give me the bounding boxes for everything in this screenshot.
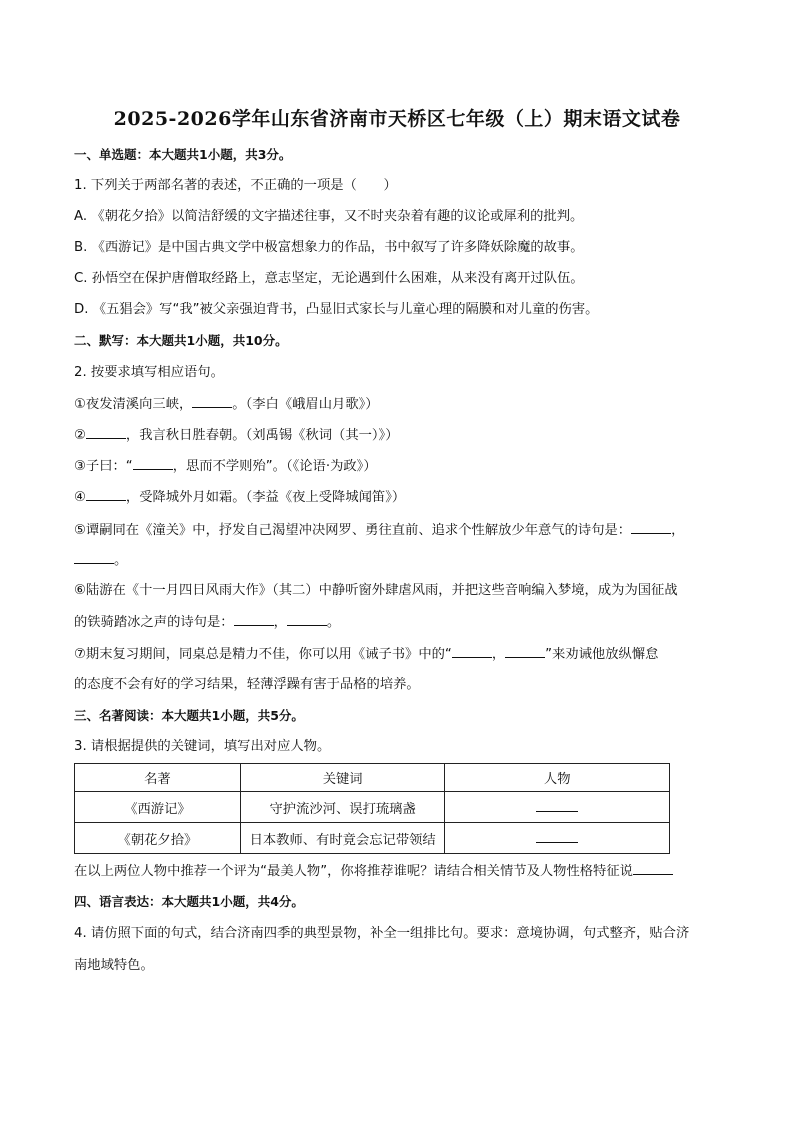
column-header-book: 名著 [75,764,241,792]
option-b: B. 《西游记》是中国古典文学中极富想象力的作品，书中叙写了许多降妖除魔的故事。 [74,240,584,255]
dictation-item-1: ①夜发清溪向三峡， 。（李白《峨眉山月歌》） [74,397,379,412]
question-4-stem: 4. 请仿照下面的句式，结合济南四季的典型景物，补全一组排比句。要求：意境协调，句式整齐，贴合济 [74,926,690,941]
option-a: A. 《朝花夕拾》以简洁舒缓的文字描述往事，又不时夹杂着有趣的议论或犀利的批判。 [74,209,584,224]
answer-blank[interactable] [133,457,173,470]
question-2-stem: 2. 按要求填写相应语句。 [74,365,224,380]
question-4-stem-cont: 南地域特色。 [74,958,154,973]
person-cell [445,823,670,854]
book-cell: 《朝花夕拾》 [75,823,241,854]
dictation-item-6-cont: 的铁骑踏冰之声的诗句是： ， 。 [74,615,341,630]
table-row [75,792,670,823]
book-cell: 《西游记》 [75,792,241,823]
section-heading-2: 二、默写：本大题共1小题，共10分。 [74,333,288,348]
question-3-stem: 3. 请根据提供的关键词，填写出对应人物。 [74,739,331,754]
answer-blank[interactable] [505,645,545,658]
section-heading-3: 三、名著阅读：本大题共1小题，共5分。 [74,708,304,723]
option-d: D. 《五猖会》写“我”被父亲强迫背书，凸显旧式家长与儿童心理的隔膜和对儿童的伤害。 [74,302,599,317]
dictation-item-6: ⑥陆游在《十一月四日风雨大作》（其二）中静听窗外肆虐风雨，并把这些音响编入梦境，成为为国征战 [74,583,678,598]
answer-blank[interactable] [86,426,126,439]
dictation-item-7-cont: 的态度不会有好的学习结果，轻薄浮躁有害于品格的培养。 [74,677,420,692]
answer-blank[interactable] [633,862,673,875]
section-heading-4: 四、语言表达：本大题共1小题，共4分。 [74,894,304,909]
answer-blank[interactable] [86,488,126,501]
person-cell [445,792,670,823]
table-row [75,823,670,854]
answer-blank[interactable] [631,521,671,534]
answer-blank[interactable] [287,613,327,626]
dictation-item-5-cont: 。 [74,551,127,570]
section-heading-1: 一、单选题：本大题共1小题，共3分。 [74,147,292,162]
column-header-keywords: 关键词 [240,764,445,792]
dictation-item-4: ④ ，受降城外月如霜。（李益《夜上受降城闻笛》） [74,490,406,505]
question-1-stem: 1. 下列关于两部名著的表述，不正确的一项是（ ） [74,178,397,193]
column-header-person: 人物 [445,764,670,792]
answer-blank[interactable] [536,799,578,812]
keywords-cell: 日本教师、有时竟会忘记带领结 [240,823,445,854]
keywords-cell: 守护流沙河、误打琉璃盏 [240,792,445,823]
table-header-row [75,764,670,792]
dictation-item-3: ③子曰：“ ，思而不学则殆”。（《论语·为政》） [74,459,377,474]
dictation-item-7: ⑦期末复习期间，同桌总是精力不佳，你可以用《诫子书》中的“ ， ”来劝诫他放纵懈怠 [74,647,659,662]
question-3-followup: 在以上两位人物中推荐一个评为“最美人物”，你将推荐谁呢？请结合相关情节及人物性格特征说 [74,862,673,881]
answer-blank[interactable] [452,645,492,658]
answer-blank[interactable] [536,830,578,843]
exam-title: 2025-2026学年山东省济南市天桥区七年级（上）期末语文试卷 [113,108,681,130]
option-c: C. 孙悟空在保护唐僧取经路上，意志坚定，无论遇到什么困难，从来没有离开过队伍。 [74,271,584,286]
answer-blank[interactable] [74,551,114,564]
keyword-table [74,763,670,854]
answer-blank[interactable] [234,613,274,626]
dictation-item-5: ⑤谭嗣同在《潼关》中，抒发自己渴望冲决网罗、勇往直前、追求个性解放少年意气的诗句是： ， [74,523,685,538]
answer-blank[interactable] [192,395,232,408]
dictation-item-2: ② ，我言秋日胜春朝。（刘禹锡《秋词（其一）》） [74,428,399,443]
